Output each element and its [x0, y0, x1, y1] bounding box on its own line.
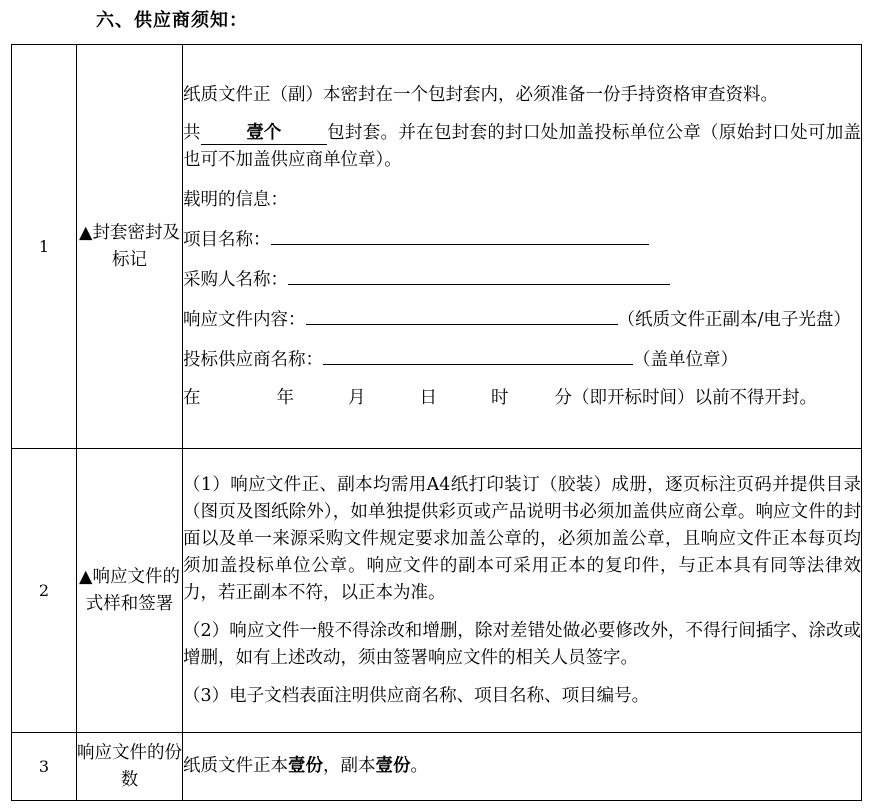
copies-text: [183, 753, 861, 780]
row-number: 1: [12, 45, 77, 449]
row-number: 3: [12, 733, 77, 801]
table-row: [12, 733, 862, 801]
prefix: 共: [183, 122, 201, 143]
paragraph-1: （1）响应文件正、副本均需用A4纸打印装订（胶装）成册，逐页标注页码并提供目录（图页及图纸除外），如单独提供彩页或产品说明书必须加盖供应商公章。响应文件的封面以及单一来源采购文件规定要求加盖公章的，必须加盖公章，且响应文件正本每页均须加盖投标单位公章。响应文件的副本可采用正本的复印件，与正本具有同等法律效力，若正副本不符，以正本为准。: [183, 474, 861, 603]
dt-zai: 在: [183, 387, 201, 408]
row-content: [183, 45, 862, 449]
blank-line: [288, 265, 670, 285]
row-number: 2: [12, 449, 77, 733]
dt-hour: 时: [491, 387, 509, 408]
copies-sep: ，副本: [323, 756, 376, 776]
table-row: [12, 45, 862, 449]
duplicate-copies: 壹份: [375, 756, 411, 776]
envelope-line-1: 纸质文件正（副）本密封在一个包封套内，必须准备一份手持资格审查资料。: [183, 84, 778, 105]
original-copies: 壹份: [288, 756, 323, 776]
buyer-name-field: [183, 265, 861, 294]
blank-line: [306, 305, 618, 325]
content-field: [183, 305, 861, 334]
field-label: 响应文件内容：: [183, 309, 306, 330]
paragraph-2: （2）响应文件一般不得涂改和增删，除对差错处做必要修改外，不得行间插字、涂改或增删，如有上述改动，须由签署响应文件的相关人员签字。: [183, 620, 861, 668]
copies-end: 。: [410, 756, 428, 776]
project-name-field: [183, 225, 861, 254]
field-label: 投标供应商名称：: [183, 349, 323, 370]
field-note: （纸质文件正副本/电子光盘）: [617, 309, 851, 330]
row-item-title: ▲封套密封及标记: [77, 45, 183, 449]
row-item-title: 响应文件的份数: [77, 733, 183, 801]
supplier-name-field: [183, 345, 861, 374]
dt-day: 日: [419, 387, 437, 408]
envelope-count-fill: 壹个: [201, 123, 327, 145]
blank-line: [323, 345, 633, 365]
suffix: 包封套。并在包封套的封口处加盖投标单位公章（原始封口处可加盖也可不加盖供应商单位章）。: [183, 122, 862, 170]
dt-month: 月: [348, 387, 366, 408]
table-row: [12, 449, 862, 733]
copies-label: 纸质文件正本: [183, 756, 288, 776]
field-note: （盖单位章）: [633, 349, 738, 370]
dt-year: 年: [276, 387, 294, 408]
row-content: [183, 449, 862, 733]
opening-datetime: [183, 385, 861, 412]
row-item-title: ▲响应文件的式样和签署: [77, 449, 183, 733]
row-content: [183, 733, 862, 801]
info-label: 载明的信息：: [183, 189, 288, 210]
envelope-line-2: [183, 120, 861, 174]
blank-line: [271, 225, 649, 245]
field-label: 项目名称：: [183, 229, 271, 250]
field-label: 采购人名称：: [183, 269, 288, 290]
supplier-notice-table: [11, 44, 862, 801]
section-title: 六、供应商须知：: [96, 10, 248, 31]
paragraph-3: （3）电子文档表面注明供应商名称、项目名称、项目编号。: [183, 685, 650, 706]
dt-tail: 分（即开标时间）以前不得开封。: [554, 387, 817, 408]
